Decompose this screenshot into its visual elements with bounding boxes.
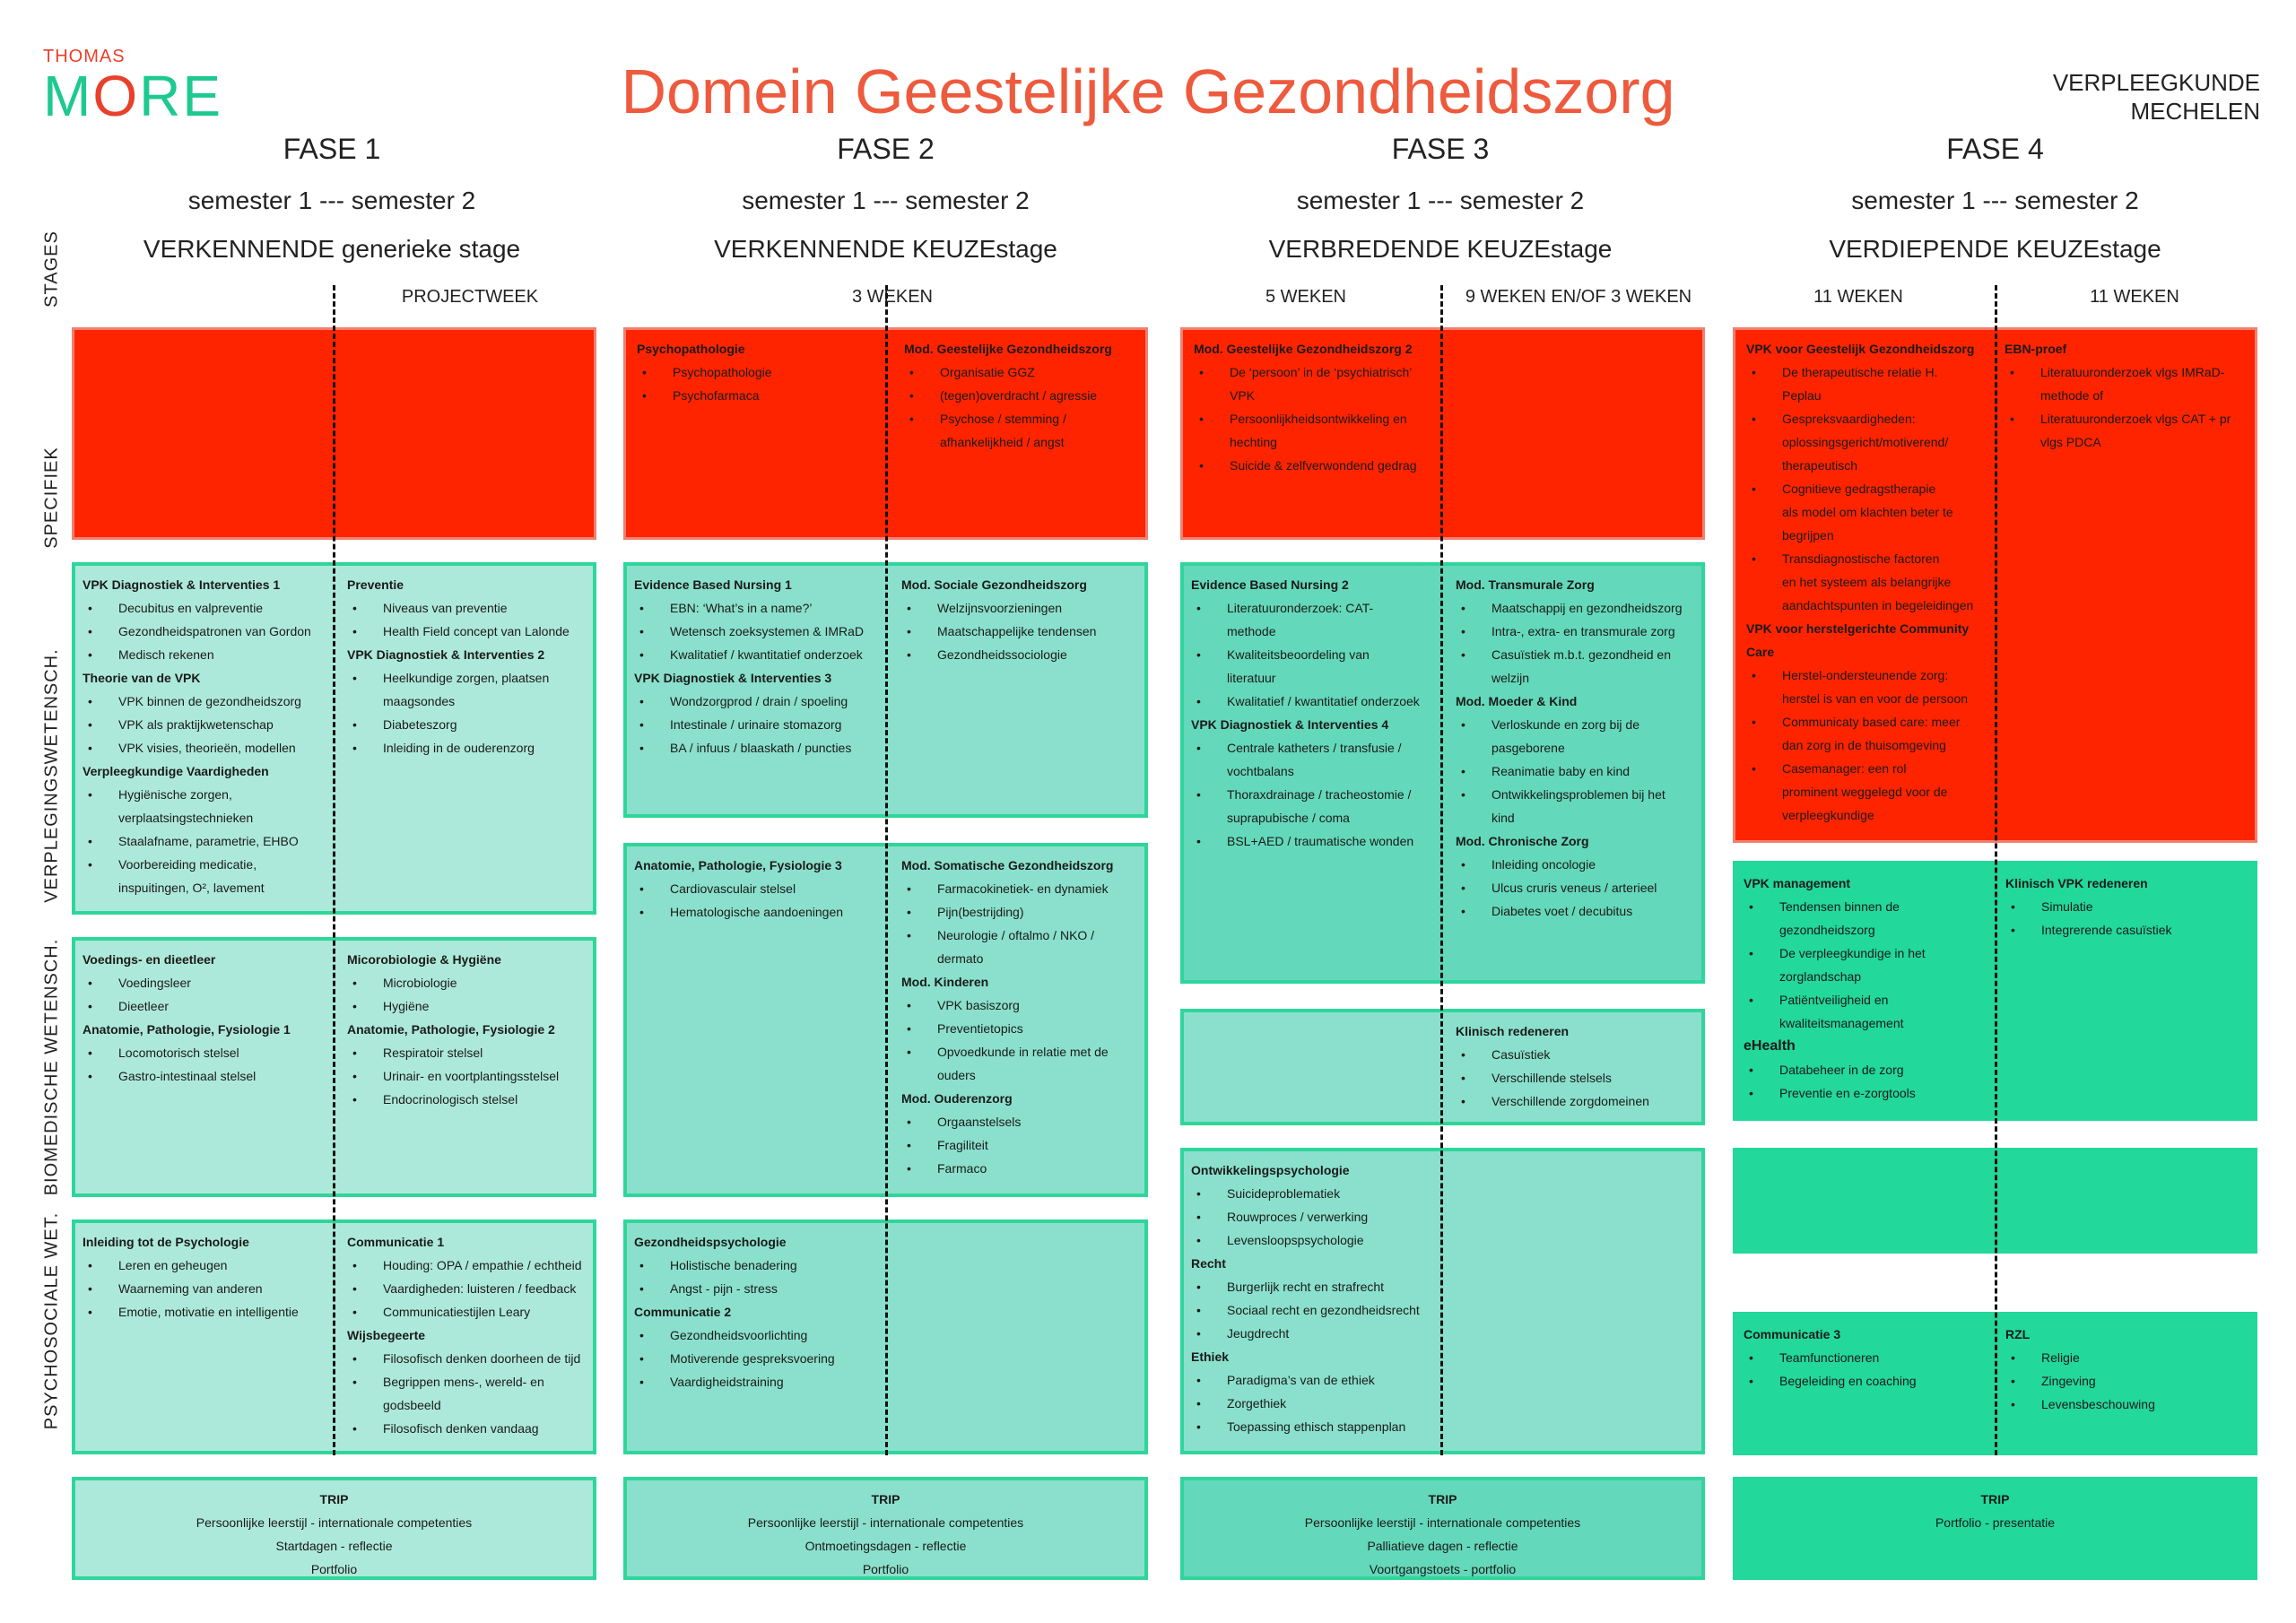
- list-item-continued: pasgeborene: [1492, 741, 1565, 755]
- list-item-continued: kwaliteitsmanagement: [1779, 1016, 1904, 1030]
- list-item: • Begeleiding en coaching: [1744, 1369, 1995, 1393]
- section-title: Klinisch VPK redeneren: [2005, 876, 2148, 890]
- list-item-continued: verpleegkundige: [1782, 808, 1874, 822]
- trip-line: Ontmoetingsdagen - reflectie: [804, 1539, 967, 1553]
- trip-title: TRIP: [871, 1492, 900, 1506]
- section-title: VPK Diagnostiek & Interventies 2: [347, 647, 545, 662]
- trip-line: Persoonlijke leerstijl - internationale competenties: [196, 1515, 473, 1530]
- logo-big-m: M: [43, 64, 93, 128]
- fase-1-stage: VERKENNENDE generieke stage: [143, 235, 521, 263]
- list-item: • Voorbereiding medicatie,: [83, 853, 343, 876]
- list-item: • Inleiding in de ouderenzorg: [347, 736, 594, 759]
- list-item-continued: ouders: [937, 1068, 976, 1082]
- list-item: • Microbiologie: [347, 971, 594, 994]
- list-item: • Urinair- en voortplantingsstelsel: [347, 1064, 594, 1088]
- trip-line: Portfolio: [310, 1562, 358, 1576]
- fase-3-title: FASE 3: [1391, 133, 1490, 165]
- trip-title: TRIP: [319, 1492, 349, 1506]
- list-item: • Hematologische aandoeningen: [634, 900, 894, 924]
- list-item: • Burgerlijk recht en strafrecht: [1191, 1275, 1460, 1298]
- list-item: • Farmaco: [901, 1157, 1144, 1180]
- list-item: • Medisch rekenen: [83, 643, 343, 666]
- list-item: • Psychopathologie: [637, 360, 888, 384]
- section-title: Mod. Geestelijke Gezondheidszorg 2: [1194, 342, 1413, 356]
- fase-4-stage: VERDIEPENDE KEUZEstage: [1829, 235, 2161, 263]
- list-item: • Zingeving: [2005, 1369, 2252, 1393]
- list-item: • Angst - pijn - stress: [634, 1277, 894, 1300]
- list-item-continued: dermato: [937, 951, 984, 966]
- section-title: Mod. Moeder & Kind: [1456, 694, 1578, 708]
- list-item: • Verschillende zorgdomeinen: [1456, 1089, 1702, 1113]
- list-item-continued: therapeutisch: [1782, 458, 1858, 473]
- list-item: • EBN: ‘What’s in a name?’: [634, 596, 894, 620]
- list-item: • Filosofisch denken doorheen de tijd: [347, 1347, 596, 1370]
- list-item: • Thoraxdrainage / tracheostomie /: [1191, 783, 1451, 806]
- list-item: • Herstel-ondersteunende zorg:: [1746, 664, 1997, 687]
- list-item: • Verloskunde en zorg bij de: [1456, 713, 1702, 736]
- list-item-continued: zorglandschap: [1779, 969, 1862, 984]
- list-item: • Endocrinologisch stelsel: [347, 1088, 594, 1111]
- list-item: • Intra-, extra- en transmurale zorg: [1456, 620, 1702, 643]
- fase-3-weeks-right: 9 WEKEN EN/OF 3 WEKEN: [1465, 287, 1692, 307]
- trip-title: TRIP: [1428, 1492, 1457, 1506]
- list-item: • Psychose / stemming /: [904, 407, 1146, 430]
- list-item: • Filosofisch denken vandaag: [347, 1417, 596, 1440]
- section-title: RZL: [2005, 1327, 2031, 1341]
- section-title: Mod. Chronische Zorg: [1456, 834, 1589, 848]
- list-item: • Literatuuronderzoek vlgs IMRaD-: [2005, 360, 2256, 384]
- list-item: • Wetensch zoeksystemen & IMRaD: [634, 620, 894, 643]
- section-title: Anatomie, Pathologie, Fysiologie 3: [634, 858, 842, 872]
- list-item: • Preventietopics: [901, 1017, 1144, 1040]
- list-item: • Psychofarmaca: [637, 384, 888, 407]
- row-label-biomedisch: BIOMEDISCHE WETENSCH.: [41, 938, 62, 1196]
- school-line-2: MECHELEN: [2130, 98, 2260, 125]
- list-item: • Emotie, motivatie en intelligentie: [83, 1300, 343, 1324]
- trip-line: Palliatieve dagen - reflectie: [1367, 1539, 1518, 1553]
- section-title: Ontwikkelingspsychologie: [1191, 1163, 1350, 1177]
- list-item-continued: kind: [1492, 811, 1515, 825]
- list-item: • Motiverende gespreksvoering: [634, 1347, 894, 1370]
- list-item: • BA / infuus / blaaskath / puncties: [634, 736, 894, 759]
- section-title: Mod. Somatische Gezondheidszorg: [901, 858, 1114, 872]
- list-item: • Hygiënische zorgen,: [83, 783, 343, 806]
- fase-4-weeks-right: 11 WEKEN: [2090, 287, 2179, 307]
- fase-4-weeks-left: 11 WEKEN: [1813, 287, 1903, 307]
- list-item-continued: VPK: [1230, 388, 1256, 403]
- section-title: Mod. Kinderen: [901, 975, 989, 989]
- list-item: • Literatuuronderzoek: CAT-: [1191, 596, 1451, 620]
- list-item: • Neurologie / oftalmo / NKO /: [901, 924, 1144, 947]
- section-title: VPK Diagnostiek & Interventies 3: [634, 671, 832, 685]
- list-item: • Holistische benadering: [634, 1254, 894, 1277]
- list-item: • De ‘persoon’ in de ‘psychiatrisch’: [1194, 360, 1454, 384]
- list-item-continued: begrijpen: [1782, 528, 1834, 542]
- list-item: • Farmacokinetiek- en dynamiek: [901, 877, 1144, 900]
- section-title: EBN-proef: [2005, 342, 2067, 356]
- list-item: • VPK visies, theorieën, modellen: [83, 736, 343, 759]
- section-title: Mod. Sociale Gezondheidszorg: [901, 577, 1087, 592]
- section-title: Evidence Based Nursing 1: [634, 577, 792, 592]
- row-label-specifiek: SPECIFIEK: [41, 447, 62, 549]
- list-item: • Reanimatie baby en kind: [1456, 759, 1702, 783]
- list-item-continued: Peplau: [1782, 388, 1822, 403]
- list-item: • Suicide & zelfverwondend gedrag: [1194, 454, 1454, 477]
- section-title: Evidence Based Nursing 2: [1191, 577, 1349, 592]
- list-item-continued: methode: [1227, 624, 1276, 638]
- list-item: • Vaardigheden: luisteren / feedback: [347, 1277, 596, 1300]
- list-item: • Pijn(bestrijding): [901, 900, 1144, 924]
- list-item: • Zorgethiek: [1191, 1392, 1460, 1415]
- section-title: Communicatie 2: [634, 1305, 732, 1319]
- section-title: Mod. Transmurale Zorg: [1456, 577, 1595, 592]
- list-item: • (tegen)overdracht / agressie: [904, 384, 1146, 407]
- list-item: • De verpleegkundige in het: [1744, 942, 1995, 965]
- list-item-continued: als model om klachten beter te: [1782, 505, 1953, 519]
- list-item: • Intestinale / urinaire stomazorg: [634, 713, 894, 736]
- f1-semester-divider: [333, 285, 335, 1455]
- list-item: • Voedingsleer: [83, 971, 343, 994]
- list-item: • Ulcus cruris veneus / arterieel: [1456, 876, 1702, 899]
- f4-trip-box: [1733, 1477, 2257, 1580]
- section-title: Voedings- en dieetleer: [83, 952, 216, 967]
- fase-1-semester: semester 1 --- semester 2: [187, 187, 476, 214]
- list-item: • Staalafname, parametrie, EHBO: [83, 829, 343, 853]
- fase-3-stage: VERBREDENDE KEUZEstage: [1268, 235, 1613, 263]
- fase-3-semester: semester 1 --- semester 2: [1296, 187, 1585, 214]
- list-item: • Communicatiestijlen Leary: [347, 1300, 596, 1324]
- section-title-continued: Care: [1746, 645, 1775, 659]
- list-item-continued: methode of: [2040, 388, 2104, 403]
- list-item: • De therapeutische relatie H.: [1746, 360, 1997, 384]
- fase-2-semester: semester 1 --- semester 2: [742, 187, 1030, 214]
- list-item: • Locomotorisch stelsel: [83, 1041, 343, 1064]
- fase-1-title: FASE 1: [283, 133, 381, 165]
- list-item: • Paradigma’s van de ethiek: [1191, 1368, 1460, 1392]
- list-item: • Centrale katheters / transfusie /: [1191, 736, 1451, 759]
- section-title: VPK Diagnostiek & Interventies 4: [1191, 717, 1389, 732]
- school-label: [2053, 68, 2260, 126]
- list-item: • Health Field concept van Lalonde: [347, 620, 594, 643]
- list-item: • Fragiliteit: [901, 1133, 1144, 1157]
- list-item: • Decubitus en valpreventie: [83, 596, 343, 620]
- list-item: • Teamfunctioneren: [1744, 1346, 1995, 1369]
- list-item: • Tendensen binnen de: [1744, 895, 1995, 918]
- section-title: VPK management: [1744, 876, 1851, 890]
- section-title: Psychopathologie: [637, 342, 745, 356]
- section-title: Wijsbegeerte: [347, 1328, 426, 1342]
- list-item: • VPK binnen de gezondheidszorg: [83, 690, 343, 713]
- section-title: Communicatie 3: [1744, 1327, 1841, 1341]
- section-title: Verpleegkundige Vaardigheden: [83, 764, 269, 778]
- list-item: • Transdiagnostische factoren: [1746, 547, 1997, 570]
- list-item-continued: aandachtspunten in begeleidingen: [1782, 598, 1974, 612]
- section-title: VPK voor Geestelijk Gezondheidszorg: [1746, 342, 1975, 356]
- page-title: Domein Geestelijke Gezondheidszorg: [621, 56, 1675, 126]
- list-item: • Gastro-intestinaal stelsel: [83, 1064, 343, 1088]
- list-item: • Communicaty based care: meer: [1746, 710, 1997, 733]
- logo-big-re: RE: [139, 64, 222, 128]
- school-line-1: VERPLEEGKUNDE: [2052, 69, 2260, 96]
- list-item: • Begrippen mens-, wereld- en: [347, 1370, 596, 1393]
- list-item-continued: hechting: [1230, 435, 1277, 449]
- list-item: • Wondzorgprod / drain / spoeling: [634, 690, 894, 713]
- section-title: Recht: [1191, 1256, 1226, 1271]
- list-item: • Hygiëne: [347, 994, 594, 1018]
- trip-line: Startdagen - reflectie: [275, 1539, 393, 1553]
- trip-line: Persoonlijke leerstijl - internationale competenties: [1304, 1515, 1581, 1530]
- section-title: VPK Diagnostiek & Interventies 1: [83, 577, 281, 592]
- f2-trip-box: [623, 1477, 1148, 1580]
- list-item-continued: verplaatsingstechnieken: [118, 811, 254, 825]
- f2-semester-divider: [885, 285, 888, 1455]
- section-title: Anatomie, Pathologie, Fysiologie 1: [83, 1022, 291, 1037]
- list-item: • VPK basiszorg: [901, 994, 1144, 1017]
- list-item: • Gezondheidspatronen van Gordon: [83, 620, 343, 643]
- section-title: Anatomie, Pathologie, Fysiologie 2: [347, 1022, 555, 1037]
- list-item: • Verschillende stelsels: [1456, 1066, 1702, 1089]
- list-item: • Maatschappelijke tendensen: [901, 620, 1144, 643]
- trip-line: Portfolio: [862, 1562, 909, 1576]
- section-title: Preventie: [347, 577, 404, 592]
- list-item: • Niveaus van preventie: [347, 596, 594, 620]
- list-item-continued: godsbeeld: [383, 1398, 441, 1412]
- list-item: • Respiratoir stelsel: [347, 1041, 594, 1064]
- list-item: • Integrerende casuïstiek: [2005, 918, 2252, 942]
- fase-2-title: FASE 2: [837, 133, 935, 165]
- list-item-continued: gezondheidszorg: [1779, 923, 1875, 937]
- list-item: • Orgaanstelsels: [901, 1110, 1144, 1133]
- logo-big-o: O: [92, 64, 140, 128]
- list-item: • Gespreksvaardigheden:: [1746, 407, 1997, 430]
- list-item: • Religie: [2005, 1346, 2252, 1369]
- list-item: • Preventie en e-zorgtools: [1744, 1081, 1995, 1105]
- list-item: • Literatuuronderzoek vlgs CAT + pr: [2005, 407, 2256, 430]
- list-item-continued: oplossingsgericht/motiverend/: [1782, 435, 1949, 449]
- f4-semester-divider: [1995, 285, 1997, 1455]
- list-item: • Casuïstiek m.b.t. gezondheid en: [1456, 643, 1702, 666]
- list-item: • Kwalitatief / kwantitatief onderzoek: [634, 643, 894, 666]
- row-label-psychosociaal: PSYCHOSOCIALE WET.: [41, 1211, 62, 1430]
- f1-trip-box: [72, 1477, 596, 1580]
- list-item: • Organisatie GGZ: [904, 360, 1146, 384]
- section-title: VPK voor herstelgerichte Community: [1746, 621, 1970, 636]
- list-item: • Opvoedkunde in relatie met de: [901, 1040, 1144, 1063]
- list-item: • Toepassing ethisch stappenplan: [1191, 1415, 1460, 1438]
- list-item-continued: prominent weggelegd voor de: [1782, 785, 1948, 799]
- list-item: • Simulatie: [2005, 895, 2252, 918]
- list-item: • Heelkundige zorgen, plaatsen: [347, 666, 594, 690]
- list-item: • Waarneming van anderen: [83, 1277, 343, 1300]
- list-item: • Gezondheidssociologie: [901, 643, 1144, 666]
- list-item: • Maatschappij en gezondheidszorg: [1456, 596, 1702, 620]
- list-item-continued: afhankelijkheid / angst: [940, 435, 1065, 449]
- list-item-continued: welzijn: [1492, 671, 1530, 685]
- list-item: • Welzijnsvoorzieningen: [901, 596, 1144, 620]
- list-item-continued: maagsondes: [383, 694, 456, 708]
- list-item: • Casemanager: een rol: [1746, 757, 1997, 780]
- section-title: Inleiding tot de Psychologie: [83, 1235, 249, 1249]
- list-item: • Leren en geheugen: [83, 1254, 343, 1277]
- list-item: • VPK als praktijkwetenschap: [83, 713, 343, 736]
- logo-small-text: THOMAS: [43, 47, 126, 66]
- list-item: • BSL+AED / traumatische wonden: [1191, 829, 1451, 853]
- section-title: Klinisch redeneren: [1456, 1024, 1570, 1038]
- list-item-continued: vlgs PDCA: [2040, 435, 2101, 449]
- list-item: • Suicideproblematiek: [1191, 1182, 1460, 1205]
- section-title: Theorie van de VPK: [83, 671, 201, 685]
- list-item: • Cardiovasculair stelsel: [634, 877, 894, 900]
- list-item: • Diabetes voet / decubitus: [1456, 899, 1702, 923]
- section-title: Mod. Ouderenzorg: [901, 1091, 1013, 1106]
- fase-4-semester: semester 1 --- semester 2: [1851, 187, 2139, 214]
- f3-trip-box: [1180, 1477, 1705, 1580]
- list-item: • Cognitieve gedragstherapie: [1746, 477, 1997, 500]
- list-item-continued: literatuur: [1227, 671, 1276, 685]
- fase-4-title: FASE 4: [1946, 133, 2044, 165]
- list-item: • Gezondheidsvoorlichting: [634, 1324, 894, 1347]
- trip-line: Voortgangstoets - portfolio: [1369, 1562, 1517, 1576]
- list-item: • Sociaal recht en gezondheidsrecht: [1191, 1298, 1460, 1322]
- list-item-continued: vochtbalans: [1227, 764, 1294, 778]
- list-item: • Levensbeschouwing: [2005, 1393, 2252, 1416]
- section-title: Gezondheidspsychologie: [634, 1235, 787, 1249]
- list-item: • Vaardigheidstraining: [634, 1370, 894, 1393]
- list-item-continued: dan zorg in de thuisomgeving: [1782, 738, 1946, 752]
- list-item: • Dieetleer: [83, 994, 343, 1018]
- list-item: • Persoonlijkheidsontwikkeling en: [1194, 407, 1454, 430]
- list-item: • Casuïstiek: [1456, 1043, 1702, 1066]
- list-item-continued: herstel is van en voor de persoon: [1782, 691, 1969, 706]
- section-title: eHealth: [1744, 1038, 1796, 1054]
- fase-3-weeks-left: 5 WEKEN: [1265, 287, 1347, 307]
- f3-semester-divider: [1440, 285, 1443, 1455]
- list-item: • Databeheer in de zorg: [1744, 1058, 1995, 1081]
- list-item: • Jeugdrecht: [1191, 1322, 1460, 1345]
- list-item: • Diabeteszorg: [347, 713, 594, 736]
- trip-line: Portfolio - presentatie: [1935, 1515, 2056, 1530]
- fase-2-weeks: 3 WEKEN: [851, 287, 934, 307]
- trip-title: TRIP: [1980, 1492, 2010, 1506]
- list-item: • Rouwproces / verwerking: [1191, 1205, 1460, 1228]
- section-title: Ethiek: [1191, 1350, 1230, 1364]
- section-title: Mod. Geestelijke Gezondheidszorg: [904, 342, 1112, 356]
- row-label-verpleging: VERPLEGINGSWETENSCH.: [41, 648, 62, 903]
- list-item: • Kwalitatief / kwantitatief onderzoek: [1191, 690, 1451, 713]
- list-item-continued: en het systeem als belangrijke: [1782, 575, 1952, 589]
- trip-line: Persoonlijke leerstijl - internationale competenties: [747, 1515, 1024, 1530]
- row-label-stages: STAGES: [41, 230, 62, 308]
- list-item-continued: suprapubische / coma: [1227, 811, 1350, 825]
- section-title: Communicatie 1: [347, 1235, 445, 1249]
- list-item: • Houding: OPA / empathie / echtheid: [347, 1254, 596, 1277]
- section-title: Micorobiologie & Hygiëne: [347, 952, 501, 967]
- fase-1-projectweek: PROJECTWEEK: [401, 287, 539, 307]
- list-item-continued: inspuitingen, O², lavement: [118, 881, 265, 895]
- list-item: • Patiëntveiligheid en: [1744, 988, 1995, 1011]
- list-item: • Levensloopspsychologie: [1191, 1228, 1460, 1252]
- list-item: • Kwaliteitsbeoordeling van: [1191, 643, 1451, 666]
- list-item: • Ontwikkelingsproblemen bij het: [1456, 783, 1702, 806]
- list-item: • Inleiding oncologie: [1456, 853, 1702, 876]
- fase-2-stage: VERKENNENDE KEUZEstage: [714, 235, 1057, 263]
